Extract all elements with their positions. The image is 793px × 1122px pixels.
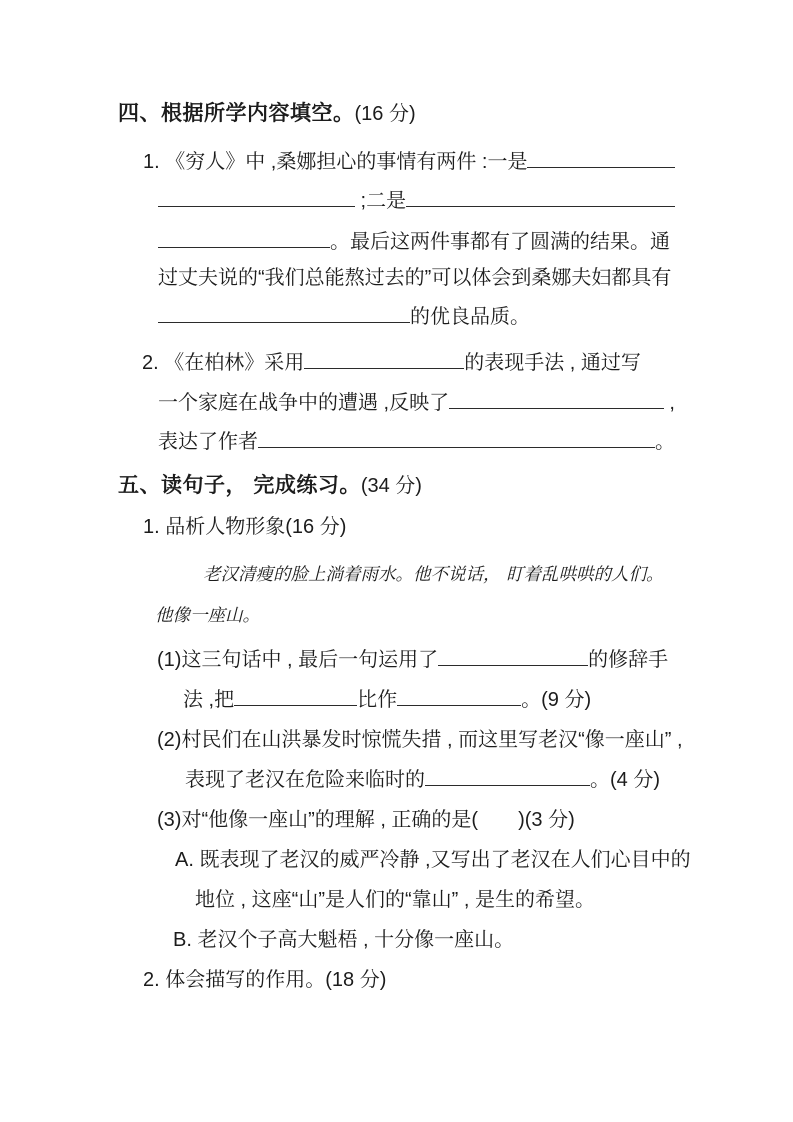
text-segment: (1)这三句话中 , 最后一句运用了 (157, 649, 439, 671)
quote-line1 (203, 562, 664, 589)
section5-item2-title (143, 967, 386, 994)
text-segment: (2)村民们在山洪暴发时惊慌失措 , 而这里写老汉“像一座山” , (157, 729, 683, 751)
answer-blank-underline (158, 306, 410, 323)
text-segment: 法 ,把 (183, 689, 235, 711)
section4-item1-line4 (158, 265, 671, 292)
section4-item1-line2 (158, 188, 675, 215)
text-segment: (34 分) (360, 475, 422, 497)
answer-blank-underline (406, 190, 675, 207)
answer-blank-underline (397, 689, 521, 706)
text-segment: 过丈夫说的“我们总能熬过去的”可以体会到桑娜夫妇都具有 (158, 267, 672, 289)
sub-question-3-line (157, 807, 575, 834)
text-segment: B. 老汉个子高大魁梧 , 十分像一座山。 (173, 929, 515, 951)
section-heading-text: 五、读句子， 完成练习。 (118, 474, 361, 497)
choice-a-line2 (195, 887, 595, 914)
section4-item1-line5 (158, 304, 530, 331)
text-segment: 。最后这两件事都有了圆满的结果。通 (330, 231, 670, 253)
text-segment: 表达了作者 (158, 431, 258, 453)
text-segment: 1. 品析人物形象(16 分) (143, 516, 347, 538)
text-segment: 1. 《穷人》中 ,桑娜担心的事情有两件 :一是 (143, 151, 528, 173)
text-segment: 。 (655, 431, 675, 453)
text-segment: 的优良品质。 (410, 306, 530, 328)
text-segment: 。(9 分) (521, 689, 592, 711)
sub-question-1-line1 (157, 647, 668, 674)
sub-question-2-line1 (157, 727, 683, 754)
section4-item1-line3 (158, 229, 670, 256)
text-segment: 。(4 分) (590, 769, 660, 791)
section-4-heading (118, 100, 416, 128)
answer-blank-underline (304, 352, 464, 369)
sub-question-1-line2 (183, 687, 591, 714)
text-segment: ;二是 (355, 190, 407, 212)
text-segment: 2. 《在柏林》采用 (142, 352, 305, 374)
text-segment: 的修辞手 (588, 649, 669, 671)
choice-b-line (173, 927, 514, 954)
sub-question-2-line2 (185, 767, 660, 794)
text-segment: (16 分) (354, 103, 416, 125)
text-segment: 的表现手法 , 通过写 (464, 352, 641, 374)
text-segment: , (663, 392, 675, 414)
answer-blank-underline (158, 190, 355, 207)
text-segment: 老汉清瘦的脸上淌着雨水。他不说话， 盯着乱哄哄的人们。 (203, 565, 664, 585)
section-heading-text: 四、根据所学内容填空。 (118, 102, 355, 125)
text-segment: (3)对“他像一座山”的理解 , 正确的是( )(3 分) (157, 809, 575, 831)
text-segment: 他像一座山。 (155, 606, 260, 626)
answer-blank-underline (258, 431, 655, 448)
choice-a-line1 (175, 847, 691, 874)
text-segment: 一个家庭在战争中的遭遇 ,反映了 (158, 392, 450, 414)
answer-blank-underline (527, 151, 675, 168)
section4-item1-line1 (143, 149, 675, 176)
text-segment: 2. 体会描写的作用。(18 分) (143, 969, 387, 991)
section-5-heading (118, 472, 422, 500)
answer-blank-underline (234, 689, 357, 706)
section4-item2-line1 (142, 350, 641, 377)
text-segment: 比作 (357, 689, 398, 711)
answer-blank-underline (449, 392, 664, 409)
answer-blank-underline (438, 649, 588, 666)
answer-blank-underline (425, 769, 590, 786)
section4-item2-line3 (158, 429, 675, 456)
text-segment: 表现了老汉在危险来临时的 (185, 769, 425, 791)
quote-line2 (155, 603, 260, 630)
section4-item2-line2 (158, 390, 675, 417)
text-segment: A. 既表现了老汉的威严冷静 ,又写出了老汉在人们心目中的 (175, 849, 691, 871)
text-segment: 地位 , 这座“山”是人们的“靠山” , 是生的希望。 (195, 889, 595, 911)
section5-item1-title (143, 514, 346, 541)
answer-blank-underline (158, 231, 330, 248)
